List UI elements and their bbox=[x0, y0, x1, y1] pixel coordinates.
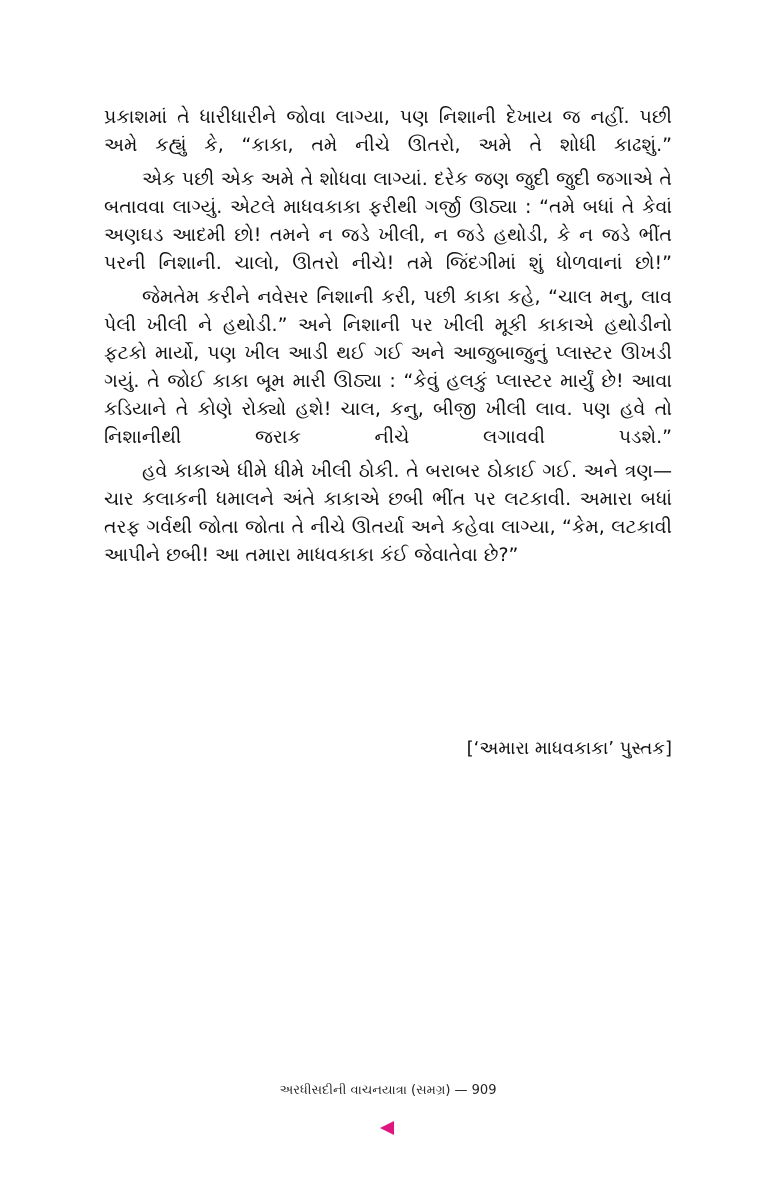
paragraph-4: હવે કાકાએ ધીમે ધીમે ખીલી ઠોકી. તે બરાબર ઠોકાઈ ગઈ. અને ત્રણ—ચાર કલાકની ધમાલને અંતે કાકાએ છબી ભીંત પર લટકાવી. અમારા બધાં તરફ ગર્વથી જોતા જોતા તે નીચે ઊતર્યા અને કહેવા લાગ્યા, “કેમ, લટકાવી આપીને છબી! આ તમારા માધવકાકા કંઈ જેવાતેવા છે?” bbox=[104, 460, 672, 566]
source-citation: [‘અમારા માધવકાકા’ પુસ્તક] bbox=[466, 738, 672, 759]
paragraph-3: જેમતેમ કરીને નવેસર નિશાની કરી, પછી કાકા કહે, “ચાલ મનુ, લાવ પેલી ખીલી ને હથોડી.” અને નિશાની પર ખીલી મૂકી કાકાએ હથોડીનો ફટકો માર્યો, પણ ખીલ આડી થઈ ગઈ અને આજુબાજુનું પ્લાસ્ટર ઊખડી ગયું. તે જોઈ કાકા બૂમ મારી ઊઠ્યા : “કેવું હલકું પ્લાસ્ટર માર્યું છે! આવા કડિયાને તે કોણે રોક્યો હશે! ચાલ, કનુ, બીજી ખીલી લાવ. પણ હવે તો નિશાનીથી જરાક નીચે લગાવવી પડશે.” bbox=[104, 286, 672, 448]
body-text bbox=[104, 103, 672, 575]
page-footer: અરધીસદીની વાચનયાત્રા (સમગ્ર) — 909 bbox=[279, 1083, 497, 1098]
paragraph-1: પ્રકાશમાં તે ધારીધારીને જોવા લાગ્યા, પણ નિશાની દેખાય જ નહીં. પછી અમે કહ્યું કે, “કાકા, તમે નીચે ઊતરો, અમે તે શોધી કાઢશું.” bbox=[104, 106, 672, 156]
paragraph-2: એક પછી એક અમે તે શોધવા લાગ્યાં. દરેક જણ જુદી જુદી જગાએ તે બતાવવા લાગ્યું. એટલે માધવકાકા ફરીથી ગર્જી ઊઠ્યા : “તમે બધાં તે કેવાં અણઘડ આદમી છો! તમને ન જડે ખીલી, ન જડે હથોડી, કે ન જડે ભીંત પરની નિશાની. ચાલો, ઊતરો નીચે! તમે જિંદગીમાં શું ધોળવાનાં છો!” bbox=[104, 168, 672, 274]
triangle-left-icon[interactable] bbox=[380, 1121, 394, 1135]
